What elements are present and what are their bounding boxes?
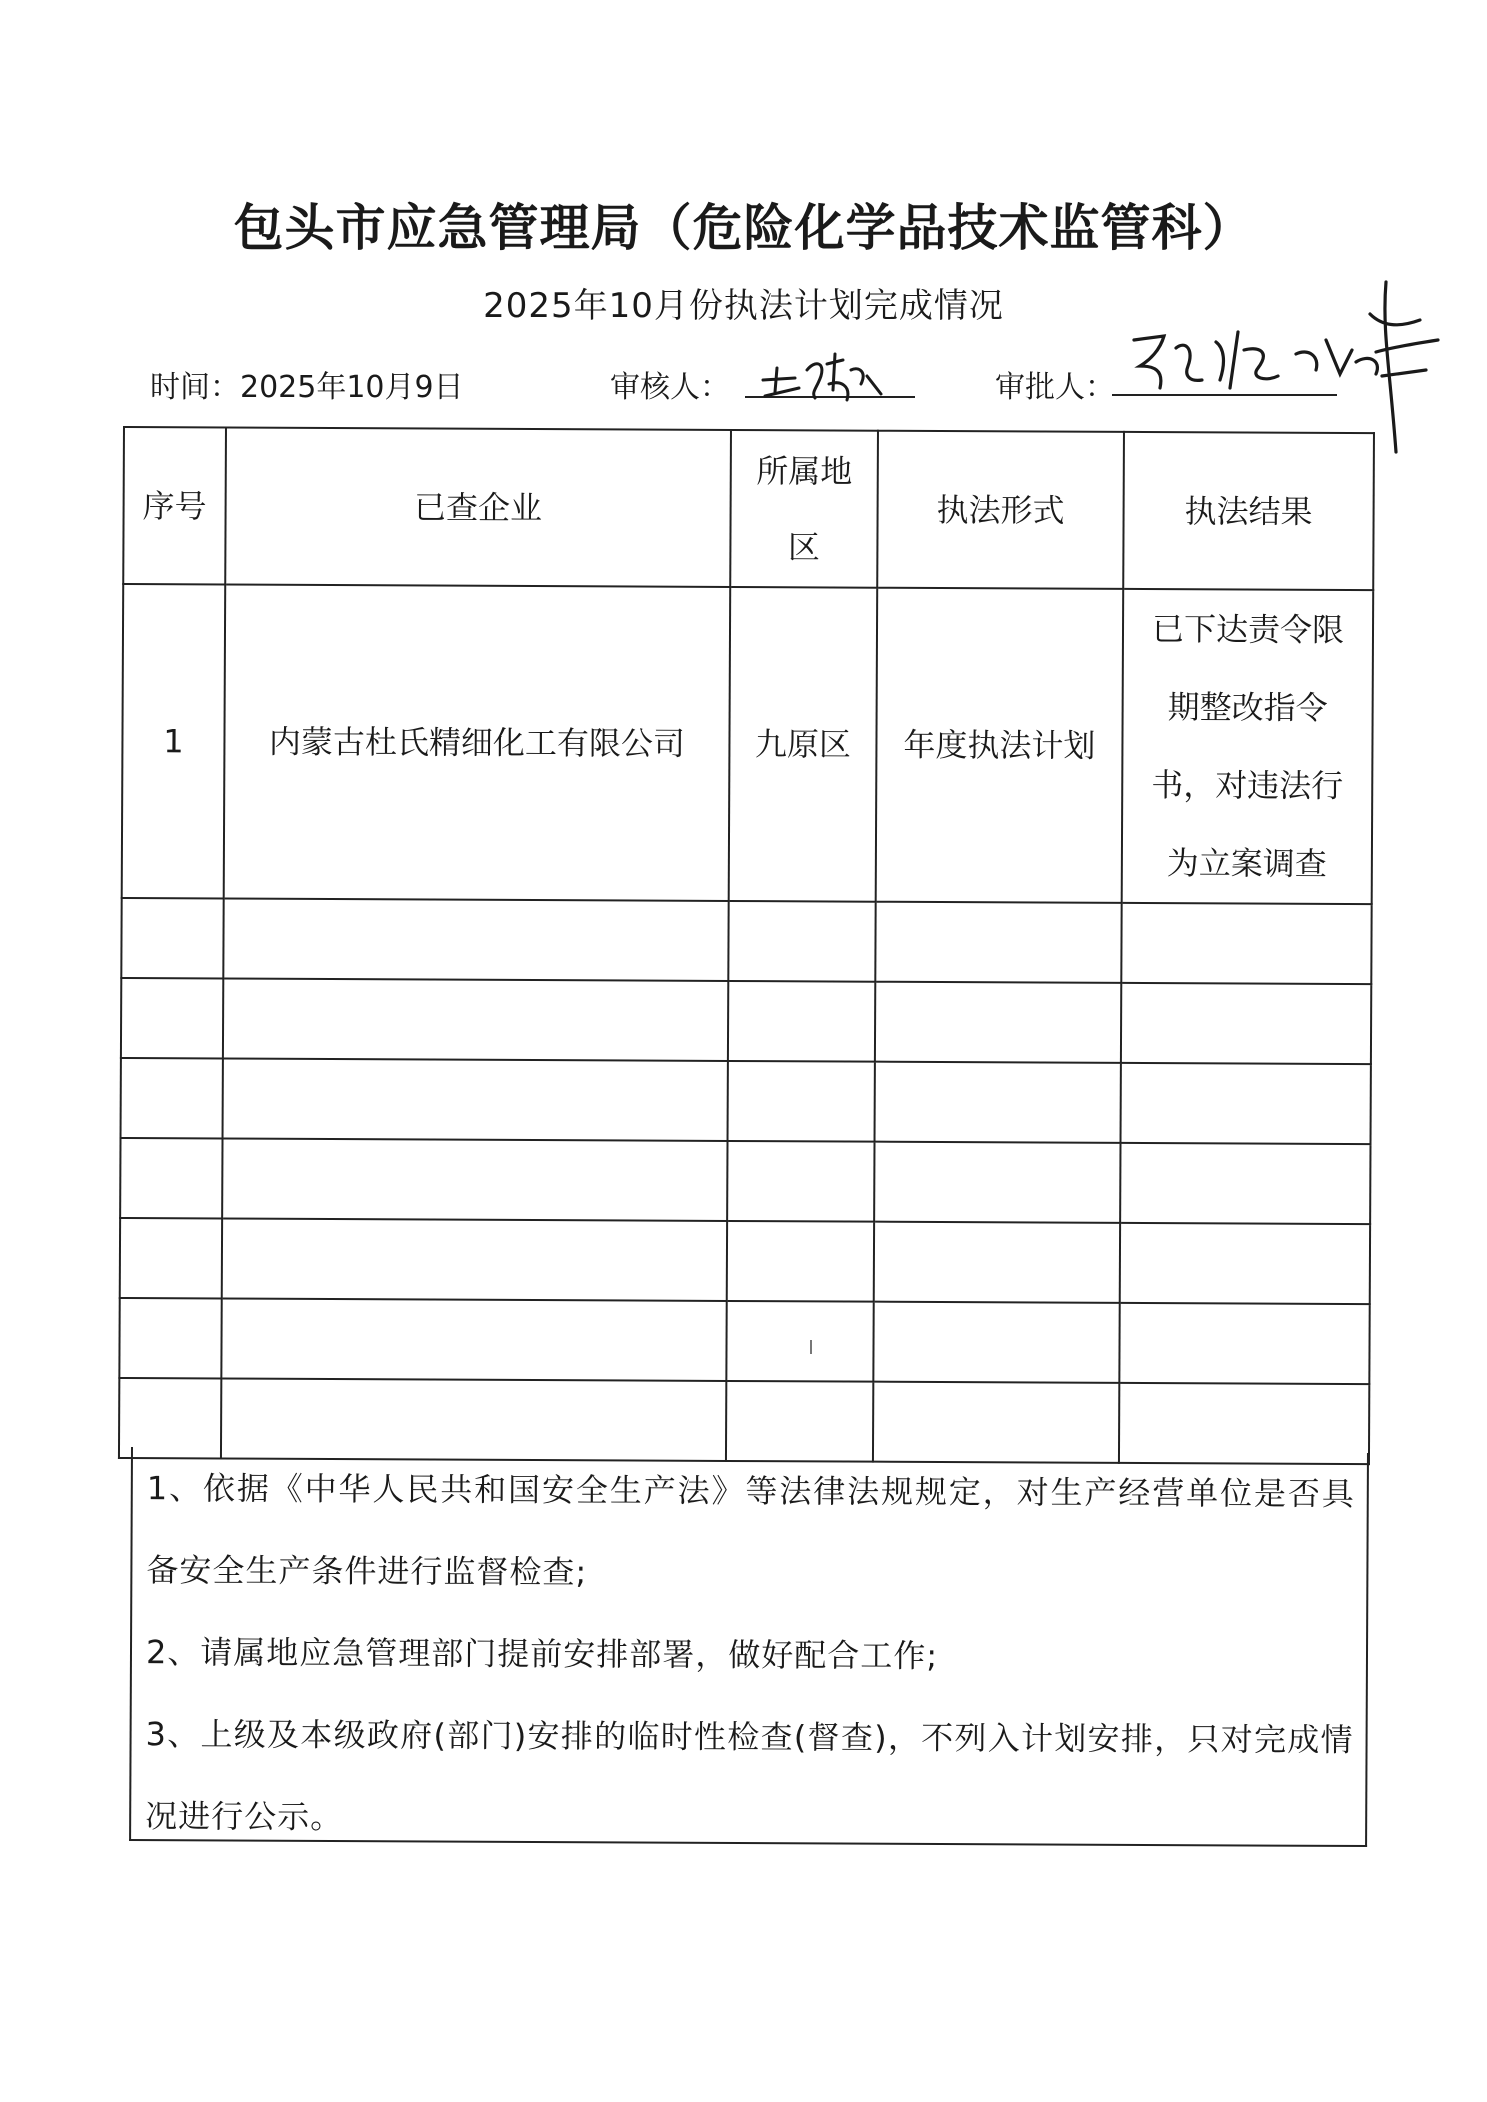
note-3: 3、上级及本级政府(部门)安排的临时性检查(督查)，不列入计划安排，只对完成情况进行公示。: [145, 1715, 1354, 1837]
scan-speck: [810, 1340, 812, 1354]
cell-result: 已下达责令限期整改指令书，对违法行为立案调查: [1122, 589, 1374, 904]
cell-region: 九原区: [729, 587, 878, 902]
cell-form: 年度执法计划: [876, 588, 1124, 903]
reviewer-signature: [755, 340, 895, 410]
empty-row: [120, 1138, 1370, 1224]
header-index: 序号: [123, 427, 226, 584]
cell-index: 1: [122, 584, 226, 898]
enforcement-table: [118, 426, 1375, 1465]
header-result: 执法结果: [1123, 432, 1374, 590]
document-title: 包头市应急管理局（危险化学品技术监管科）: [233, 199, 1254, 257]
notes-box: [129, 1447, 1369, 1847]
reviewer-label: 审核人：: [610, 370, 730, 405]
approver-label: 审批人：: [995, 370, 1115, 405]
empty-row: [121, 1058, 1371, 1144]
document-subtitle: 2025年10月份执法计划完成情况: [483, 286, 1004, 326]
empty-row: [119, 1298, 1369, 1384]
date-label: 时间：2025年10月9日: [150, 370, 464, 405]
cell-company: 内蒙古杜氏精细化工有限公司: [224, 585, 731, 901]
note-1: 1、依据《中华人民共和国安全生产法》等法律法规规定，对生产经营单位是否具备安全生产条件进行监督检查;: [146, 1469, 1355, 1592]
header-company: 已查企业: [225, 428, 731, 587]
empty-row: [121, 898, 1371, 984]
header-region: 所属地区: [730, 430, 878, 588]
empty-row: [121, 978, 1371, 1064]
table-header-row: [123, 427, 1374, 590]
note-2: 2、请属地应急管理部门提前安排部署，做好配合工作;: [145, 1633, 939, 1675]
empty-row: [120, 1218, 1370, 1304]
table-row: [122, 584, 1374, 904]
header-form: 执法形式: [877, 431, 1124, 589]
